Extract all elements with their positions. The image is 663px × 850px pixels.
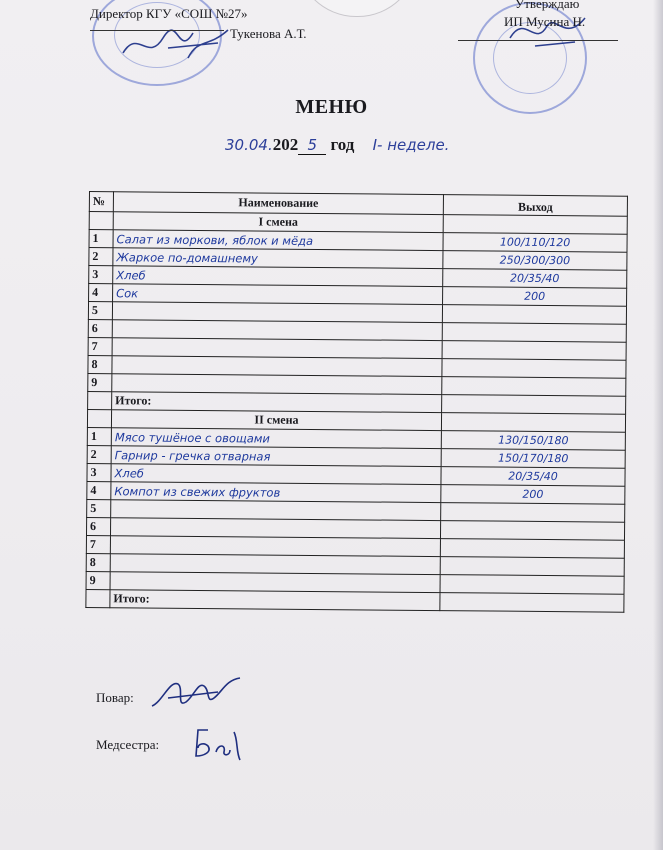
approve-label: Утверждаю [515, 0, 580, 11]
row-number: 7 [88, 337, 112, 355]
total-label: Итого: [110, 590, 440, 611]
row-number: 4 [89, 284, 113, 302]
dish-name: Мясо тушёное с овощами [111, 428, 441, 449]
year-prefix: 202 [272, 135, 299, 154]
shift-label: I смена [113, 212, 443, 233]
director-name: Тукенова А.Т. [230, 26, 307, 41]
row-number: 4 [87, 481, 111, 499]
dish-name: Компот из свежих фруктов [111, 482, 441, 503]
total-label: Итого: [112, 392, 442, 413]
dish-output: 200 [441, 485, 625, 505]
nurse-signature [190, 722, 250, 766]
row-number: 7 [86, 535, 110, 553]
dish-output: 250/300/300 [443, 251, 627, 271]
row-number: 5 [87, 499, 111, 517]
paper-edge-shadow [653, 0, 663, 850]
dish-output: 20/35/40 [441, 467, 625, 487]
dish-output: 200 [443, 287, 627, 307]
dish-output [442, 377, 626, 397]
row-number: 2 [87, 445, 111, 463]
dish-output [440, 521, 624, 541]
dish-output: 150/170/180 [441, 449, 625, 469]
dish-output [440, 557, 624, 577]
dish-output [441, 503, 625, 523]
dish-name: Гарнир - гречка отварная [111, 446, 441, 467]
dish-output [440, 575, 624, 595]
dish-output [440, 539, 624, 559]
approver-name: ИП Мусина Н. [504, 14, 586, 29]
director-title: Директор КГУ «СОШ №27» [90, 6, 248, 21]
cook-label: Повар: [96, 690, 134, 705]
cook-signature [148, 672, 248, 716]
row-number: 8 [86, 553, 110, 571]
row-number: 3 [89, 266, 113, 284]
dish-name: Хлеб [113, 266, 443, 287]
col-output-header: Выход [443, 195, 627, 217]
director-signature-line [90, 30, 224, 31]
dish-name: Хлеб [111, 464, 441, 485]
row-number: 6 [88, 319, 112, 337]
year-digit: 5 [298, 136, 326, 155]
row-number: 1 [87, 427, 111, 445]
approver-signature-line [458, 40, 618, 41]
total-row [86, 589, 624, 612]
shift-output-cell [441, 413, 625, 433]
shift-num-cell [87, 409, 111, 427]
dish-output [442, 359, 626, 379]
row-number: 2 [89, 248, 113, 266]
total-value [442, 395, 626, 415]
dish-name: Салат из моркови, яблок и мёда [113, 230, 443, 251]
paper-top-hole [296, 0, 418, 17]
director-signature [118, 18, 238, 68]
dish-name: Сок [113, 284, 443, 305]
director-line [90, 6, 247, 22]
total-num-cell [88, 391, 112, 409]
shift-num-cell [89, 212, 113, 230]
row-number: 9 [88, 373, 112, 391]
row-number: 5 [88, 302, 112, 320]
total-num-cell [86, 589, 110, 607]
dish-output: 20/35/40 [443, 269, 627, 289]
row-number: 6 [86, 517, 110, 535]
total-value [440, 593, 624, 613]
dish-output [442, 341, 626, 361]
dish-output [442, 323, 626, 343]
col-num-header: № [89, 192, 113, 212]
shift-label: II смена [111, 410, 441, 431]
page-title: МЕНЮ [295, 96, 368, 118]
row-number: 3 [87, 463, 111, 481]
menu-table [85, 191, 628, 613]
nurse-label: Медсестра: [96, 737, 160, 752]
col-name-header: Наименование [113, 192, 443, 215]
dish-output [442, 305, 626, 325]
year-label: год [330, 135, 355, 154]
row-number: 9 [86, 571, 110, 589]
dish-name: Жаркое по-домашнему [113, 248, 443, 269]
dish-output: 100/110/120 [443, 233, 627, 253]
row-number: 8 [88, 355, 112, 373]
date-line [225, 135, 449, 155]
shift-output-cell [443, 215, 627, 235]
dish-output: 130/150/180 [441, 431, 625, 451]
handwritten-day: 30.04. [225, 136, 273, 154]
row-number: 1 [89, 230, 113, 248]
week-note: I- неделе. [372, 136, 450, 154]
